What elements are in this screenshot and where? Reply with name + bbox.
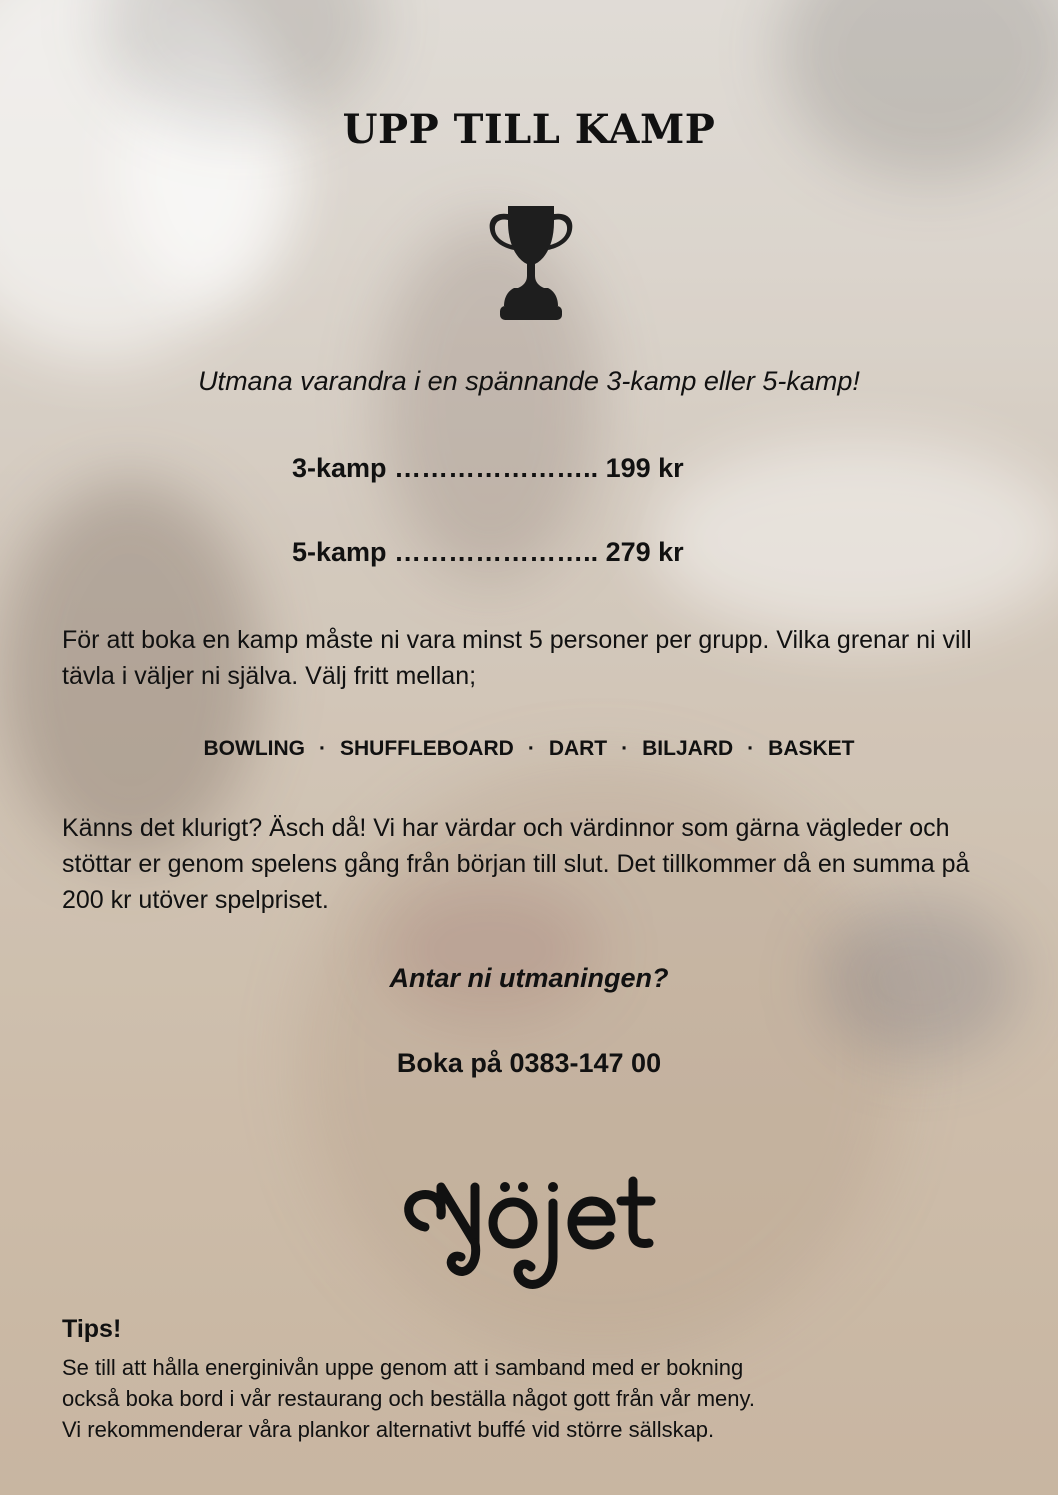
host-info: Känns det klurigt? Äsch då! Vi har värdar och värdinnor som gärna vägleder och stöttar er genom spelens gång från början till slut. Det tillkommer då en summa på 200 kr utöver spelpriset. xyxy=(62,814,970,914)
tips-line: också boka bord i vår restaurang och beställa något gott från vår meny. xyxy=(62,1386,755,1411)
tips-text xyxy=(62,1352,1002,1445)
booking-phone: Boka på 0383-147 00 xyxy=(396,1048,662,1078)
tips-line: Se till att hålla energinivån uppe genom att i samband med er bokning xyxy=(62,1355,744,1380)
booking-info: För att boka en kamp måste ni vara minst 5 personer per grupp. Vilka grenar ni vill tävla i väljer ni själva. Välj fritt mellan; xyxy=(62,626,972,690)
sport-item: BASKET xyxy=(768,737,855,760)
sport-item: SHUFFLEBOARD xyxy=(339,737,514,760)
sport-item: BOWLING xyxy=(203,737,305,760)
price-value: 279 kr xyxy=(605,537,684,567)
separator: · xyxy=(527,737,535,760)
trophy-icon xyxy=(486,202,576,324)
tagline: Utmana varandra i en spännande 3-kamp eller 5-kamp! xyxy=(198,366,860,396)
separator: · xyxy=(318,737,326,760)
sport-item: DART xyxy=(548,737,608,760)
price-dots: ………………….. xyxy=(394,537,599,567)
sport-item: BILJARD xyxy=(642,737,734,760)
separator: · xyxy=(747,737,755,760)
separator: · xyxy=(621,737,629,760)
price-name: 5-kamp xyxy=(292,537,387,567)
price-name: 3-kamp xyxy=(292,453,387,483)
price-row-3-kamp xyxy=(292,453,684,484)
price-value: 199 kr xyxy=(605,453,684,483)
sports-list xyxy=(0,737,1058,761)
price-dots: ………………….. xyxy=(394,453,599,483)
price-row-5-kamp xyxy=(292,537,684,568)
tips-heading: Tips! xyxy=(62,1315,122,1343)
nojet-logo xyxy=(395,1165,670,1305)
challenge-text: Antar ni utmaningen? xyxy=(389,963,669,993)
page-title: UPP TILL KAMP xyxy=(342,106,716,153)
tips-line: Vi rekommenderar våra plankor alternativt buffé vid större sällskap. xyxy=(62,1417,715,1442)
